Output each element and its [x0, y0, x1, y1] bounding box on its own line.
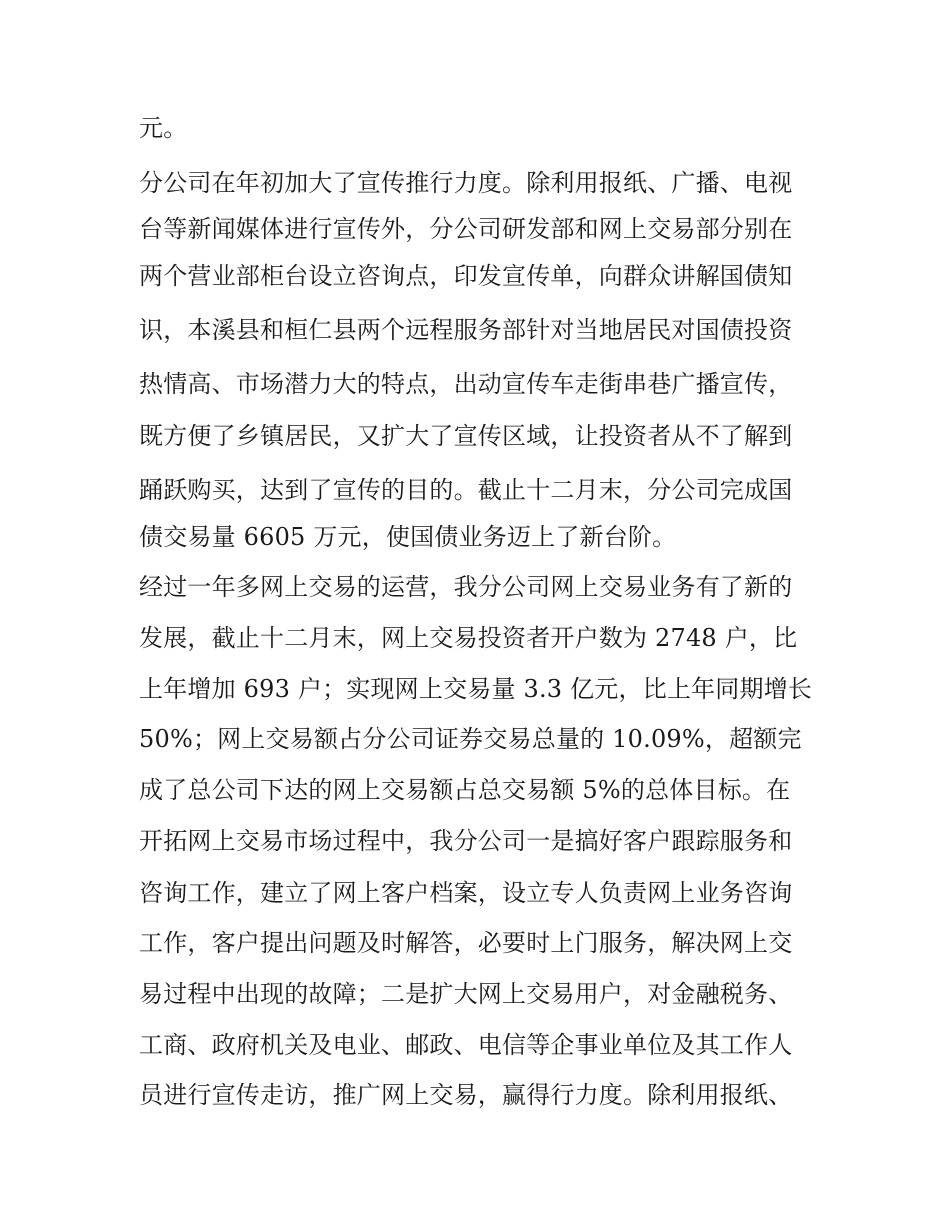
- text-line: 元。: [139, 114, 188, 142]
- text-line: 识，本溪县和桓仁县两个远程服务部针对当地居民对国债投资: [139, 316, 793, 344]
- text-line: 发展，截止十二月末，网上交易投资者开户数为 2748 户，比: [139, 624, 798, 652]
- text-line: 债交易量 6605 万元，使国债业务迈上了新台阶。: [139, 523, 677, 551]
- text-line: 台等新闻媒体进行宣传外，分公司研发部和网上交易部分别在: [139, 215, 793, 243]
- text-line: 踊跃购买，达到了宣传的目的。截止十二月末，分公司完成国: [139, 476, 793, 504]
- text-line: 分公司在年初加大了宣传推行力度。除利用报纸、广播、电视: [139, 169, 793, 197]
- text-line: 开拓网上交易市场过程中，我分公司一是搞好客户跟踪服务和: [139, 827, 793, 855]
- text-line: 员进行宣传走访，推广网上交易，赢得行力度。除利用报纸、: [139, 1081, 793, 1109]
- text-line: 上年增加 693 户；实现网上交易量 3.3 亿元，比上年同期增长: [139, 675, 813, 703]
- text-line: 既方便了乡镇居民，又扩大了宣传区域，让投资者从不了解到: [139, 422, 793, 450]
- text-line: 50%；网上交易额占分公司证券交易总量的 10.09%，超额完: [139, 725, 802, 753]
- text-line: 热情高、市场潜力大的特点，出动宣传车走街串巷广播宣传，: [139, 370, 793, 398]
- text-line: 两个营业部柜台设立咨询点，印发宣传单，向群众讲解国债知: [139, 262, 793, 290]
- text-line: 工作，客户提出问题及时解答，必要时上门服务，解决网上交: [139, 929, 793, 957]
- text-line: 咨询工作，建立了网上客户档案，设立专人负责网上业务咨询: [139, 879, 793, 907]
- text-line: 经过一年多网上交易的运营，我分公司网上交易业务有了新的: [139, 573, 793, 601]
- text-line: 成了总公司下达的网上交易额占总交易额 5%的总体目标。在: [139, 776, 791, 804]
- text-line: 工商、政府机关及电业、邮政、电信等企事业单位及其工作人: [139, 1031, 793, 1059]
- text-line: 易过程中出现的故障；二是扩大网上交易用户，对金融税务、: [139, 980, 793, 1008]
